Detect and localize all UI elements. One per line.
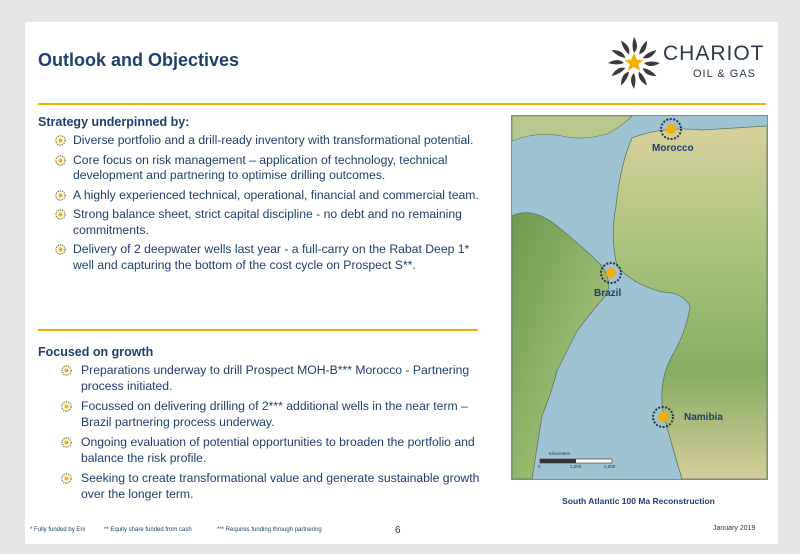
map-caption: South Atlantic 100 Ma Reconstruction bbox=[562, 496, 715, 506]
map-scale-tick: 1,000 bbox=[570, 464, 582, 469]
star-bullet-icon bbox=[55, 155, 66, 166]
list-item-text: Ongoing evaluation of potential opportunities to broaden the portfolio and balance the risk profile. bbox=[81, 435, 475, 465]
section-heading-strategy: Strategy underpinned by: bbox=[38, 115, 190, 129]
growth-list bbox=[61, 363, 481, 507]
chariot-star-icon bbox=[607, 36, 661, 90]
list-item-text: Delivery of 2 deepwater wells last year - a full-carry on the Rabat Deep 1* well and capturing the bottom of the cost cycle on Prospect S**. bbox=[73, 242, 470, 272]
list-item bbox=[55, 188, 485, 204]
footer-date: January 2019 bbox=[713, 525, 756, 532]
list-item-text: Preparations underway to drill Prospect MOH-B*** Morocco - Partnering process initiated. bbox=[81, 363, 470, 393]
brazil-location-icon bbox=[598, 260, 624, 286]
list-item bbox=[55, 242, 485, 273]
list-item bbox=[61, 399, 481, 430]
morocco-location-icon bbox=[658, 116, 684, 142]
map-scale-unit: Kilometers bbox=[549, 451, 571, 456]
list-item bbox=[61, 363, 481, 394]
company-logo bbox=[607, 36, 777, 92]
reconstruction-map bbox=[511, 115, 768, 480]
list-item-text: Focussed on delivering drilling of 2*** additional wells in the near term – Brazil partnering process underway. bbox=[81, 399, 468, 429]
list-item-text: Seeking to create transformational value and generate sustainable growth over the longer term. bbox=[81, 471, 480, 501]
star-bullet-icon bbox=[55, 190, 66, 201]
section-divider bbox=[38, 329, 478, 331]
star-bullet-icon bbox=[61, 437, 72, 448]
list-item-text: A highly experienced technical, operational, financial and commercial team. bbox=[73, 187, 479, 202]
star-bullet-icon bbox=[55, 209, 66, 220]
section-heading-growth: Focused on growth bbox=[38, 345, 154, 359]
map-scale-tick: 0 bbox=[538, 464, 541, 469]
map-scale-tick: 2,000 bbox=[604, 464, 616, 469]
page-number: 6 bbox=[395, 525, 401, 536]
map-label-namibia: Namibia bbox=[684, 412, 723, 423]
map-image bbox=[512, 116, 767, 479]
list-item-text: Diverse portfolio and a drill-ready inventory with transformational potential. bbox=[73, 133, 474, 147]
logo-name: CHARIOT bbox=[663, 42, 765, 65]
list-item-text: Core focus on risk management – application of technology, technical development and partnering to optimise drilling outcomes. bbox=[73, 152, 448, 182]
list-item-text: Strong balance sheet, strict capital discipline - no debt and no remaining commitments. bbox=[73, 207, 462, 237]
list-item bbox=[55, 153, 485, 184]
footnote-2: ** Equity share funded from cash bbox=[104, 527, 192, 533]
footnote-3: *** Requires funding through partnering bbox=[217, 527, 322, 533]
map-label-morocco: Morocco bbox=[652, 143, 694, 154]
footnote-1: * Fully funded by Eni bbox=[30, 527, 86, 533]
star-bullet-icon bbox=[55, 244, 66, 255]
namibia-location-icon bbox=[650, 404, 676, 430]
star-bullet-icon bbox=[61, 473, 72, 484]
top-divider bbox=[38, 103, 766, 105]
star-bullet-icon bbox=[61, 365, 72, 376]
star-bullet-icon bbox=[61, 401, 72, 412]
list-item bbox=[55, 133, 485, 149]
list-item bbox=[61, 435, 481, 466]
strategy-list bbox=[55, 133, 485, 277]
map-label-brazil: Brazil bbox=[594, 288, 622, 299]
slide bbox=[25, 22, 778, 544]
star-bullet-icon bbox=[55, 135, 66, 146]
logo-subtitle: OIL & GAS bbox=[693, 68, 757, 80]
list-item bbox=[55, 207, 485, 238]
list-item bbox=[61, 471, 481, 502]
page-title: Outlook and Objectives bbox=[38, 50, 240, 70]
